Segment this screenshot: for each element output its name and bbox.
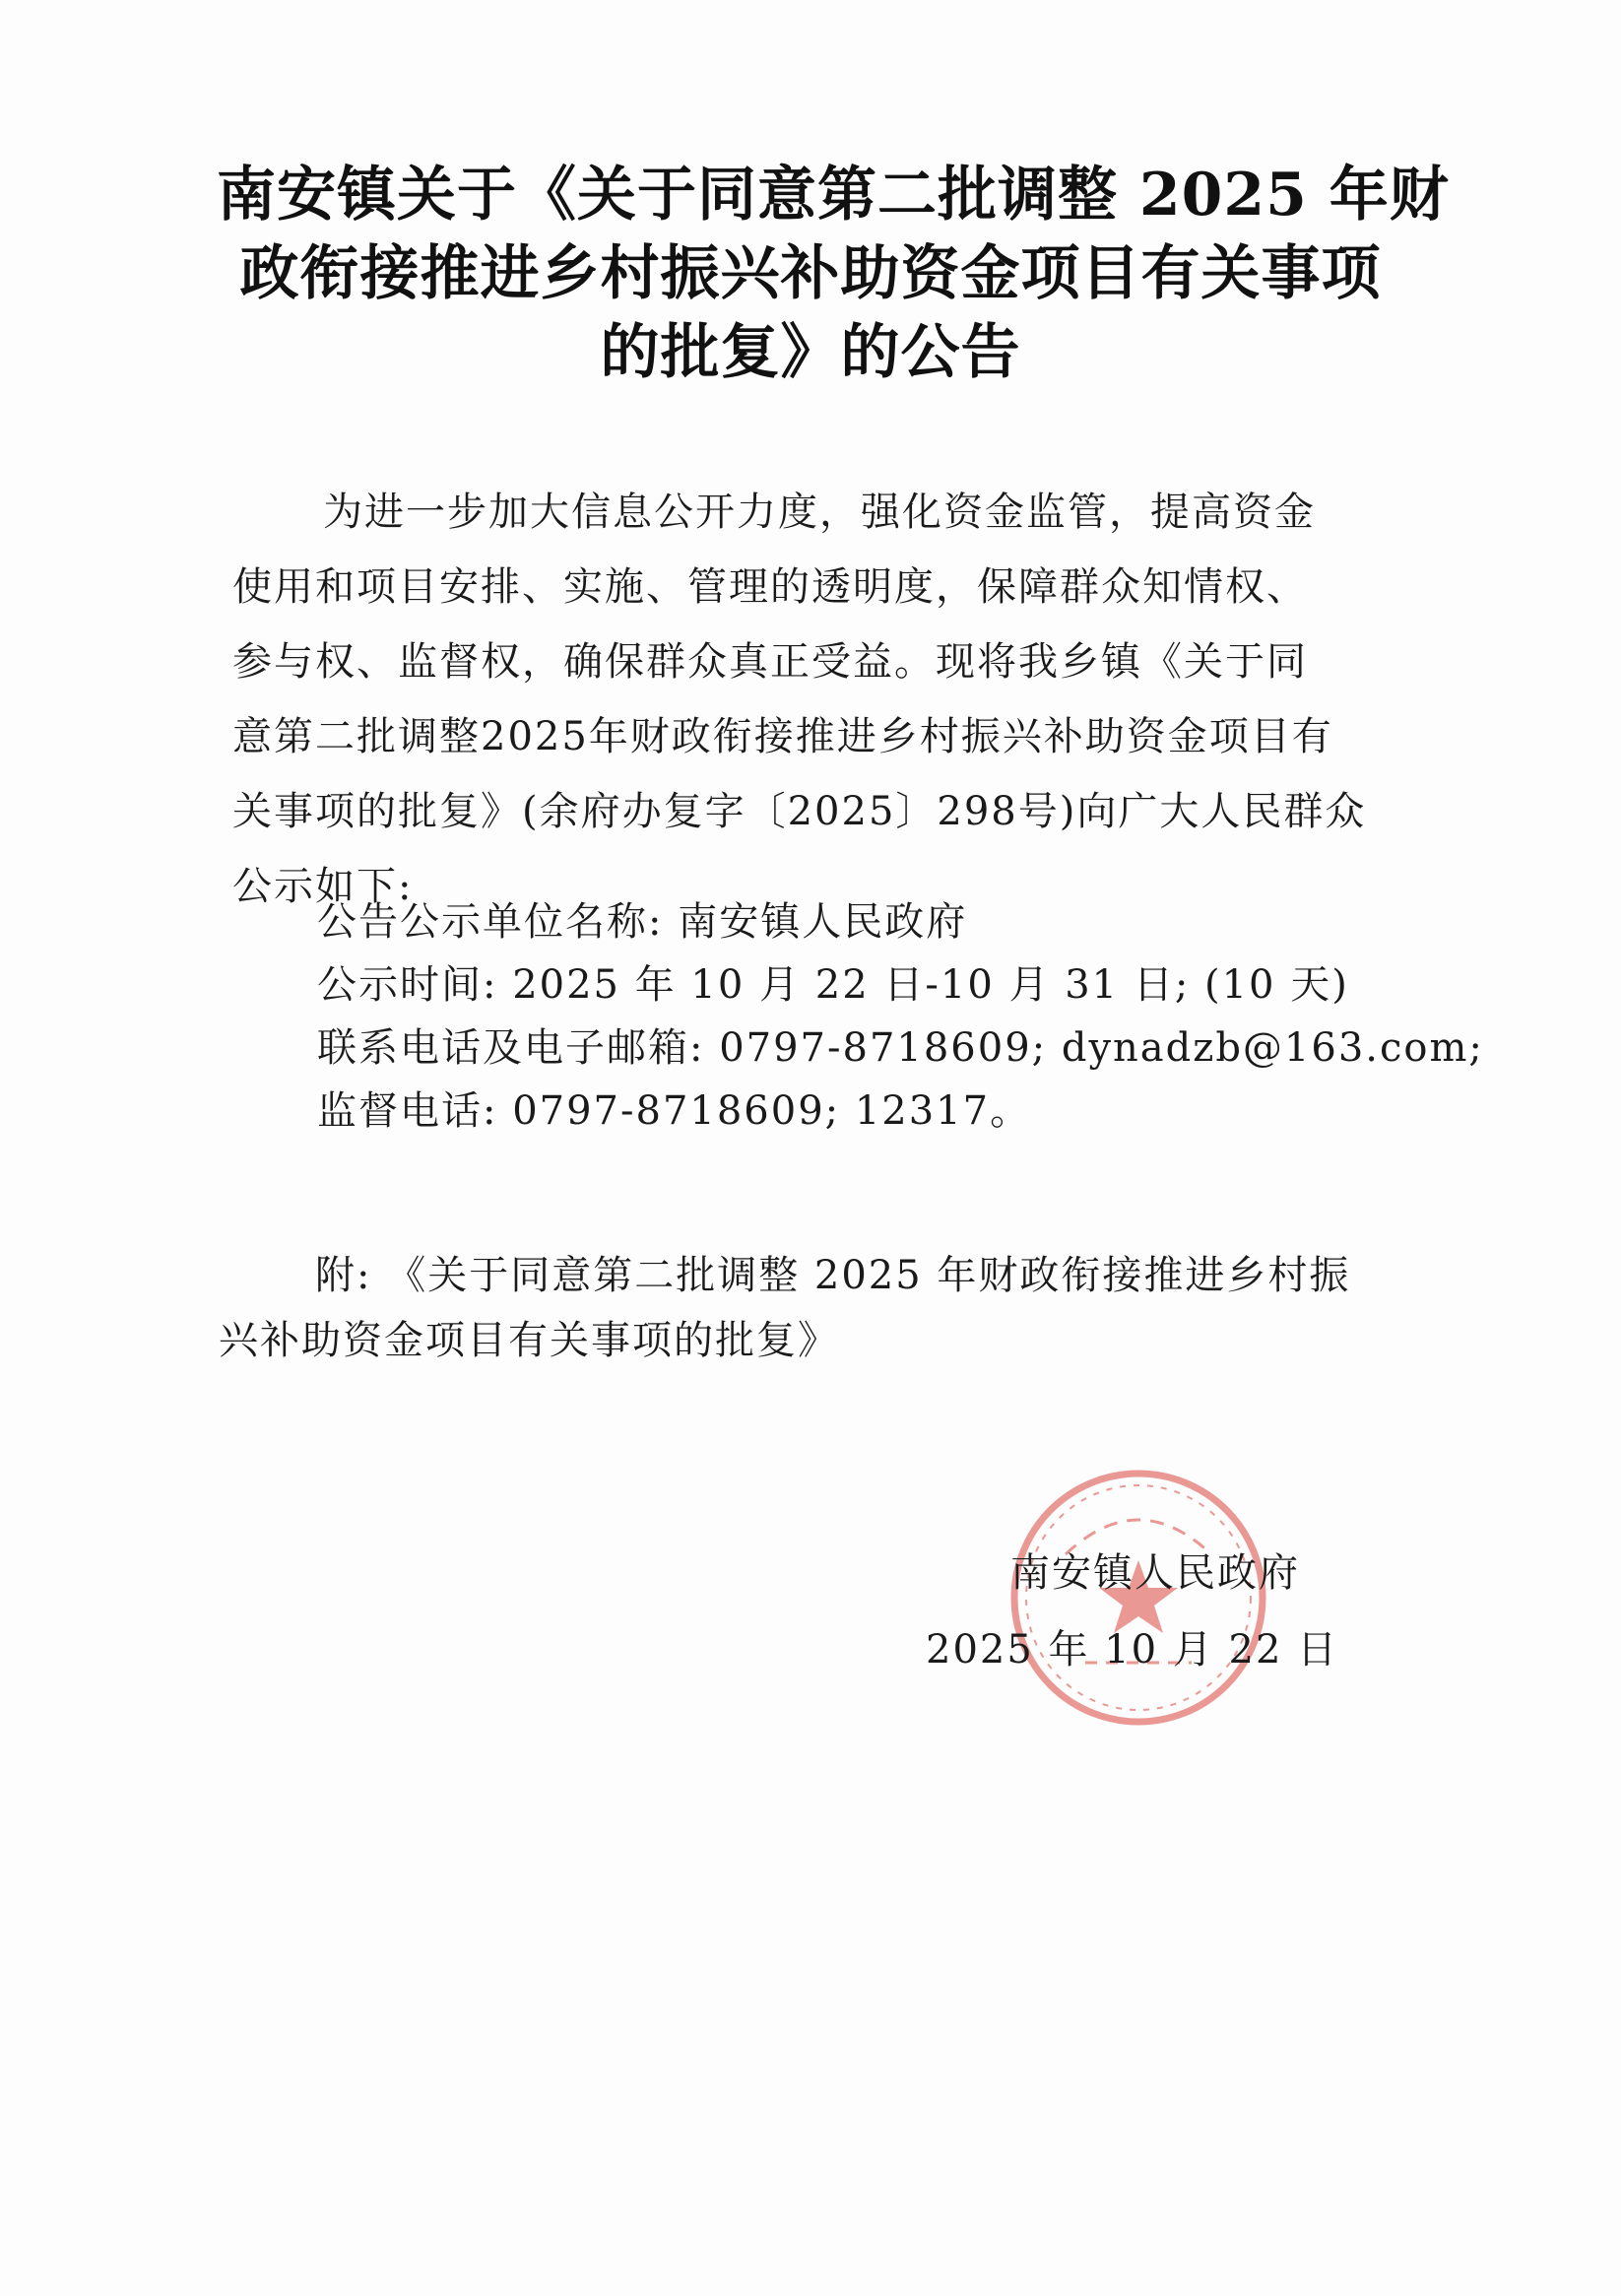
body-paragraph <box>232 475 1375 924</box>
notice-period: 公示时间: 2025 年 10 月 22 日-10 月 31 日; (10 天) <box>317 962 1349 1008</box>
notice-info-block <box>317 890 1484 1143</box>
contact-info: 联系电话及电子邮箱: 0797-8718609; dynadzb@163.com; <box>317 1025 1484 1071</box>
paragraph-line: 关事项的批复》(余府办复字〔2025〕298号)向广大人民群众 <box>232 789 1367 834</box>
attachment-line: 附: 《关于同意第二批调整 2025 年财政衔接推进乡村振 <box>315 1253 1351 1298</box>
document-title <box>217 156 1450 392</box>
signing-organization: 南安镇人民政府 <box>1010 1550 1300 1596</box>
supervision-phone: 监督电话: 0797-8718609; 12317。 <box>317 1088 1032 1134</box>
notice-unit: 公告公示单位名称: 南安镇人民政府 <box>317 899 968 945</box>
signature-block <box>926 1535 1339 1688</box>
attachment-note <box>219 1243 1350 1373</box>
signing-date: 2025 年 10 月 22 日 <box>926 1627 1339 1673</box>
paragraph-line: 参与权、监督权，确保群众真正受益。现将我乡镇《关于同 <box>232 639 1308 685</box>
paragraph-line: 使用和项目安排、实施、管理的透明度，保障群众知情权、 <box>232 564 1308 610</box>
paragraph-line: 为进一步加大信息公开力度，强化资金监管，提高资金 <box>323 490 1316 535</box>
title-line: 南安镇关于《关于同意第二批调整 2025 年财 <box>217 161 1450 230</box>
paragraph-line: 意第二批调整2025年财政衔接推进乡村振兴补助资金项目有 <box>232 714 1333 759</box>
attachment-line: 兴补助资金项目有关事项的批复》 <box>219 1318 839 1363</box>
title-line: 政衔接推进乡村振兴补助资金项目有关事项 <box>239 239 1382 308</box>
title-line: 的批复》的公告 <box>600 318 1021 387</box>
paragraph-line: 公示如下: <box>232 864 414 909</box>
